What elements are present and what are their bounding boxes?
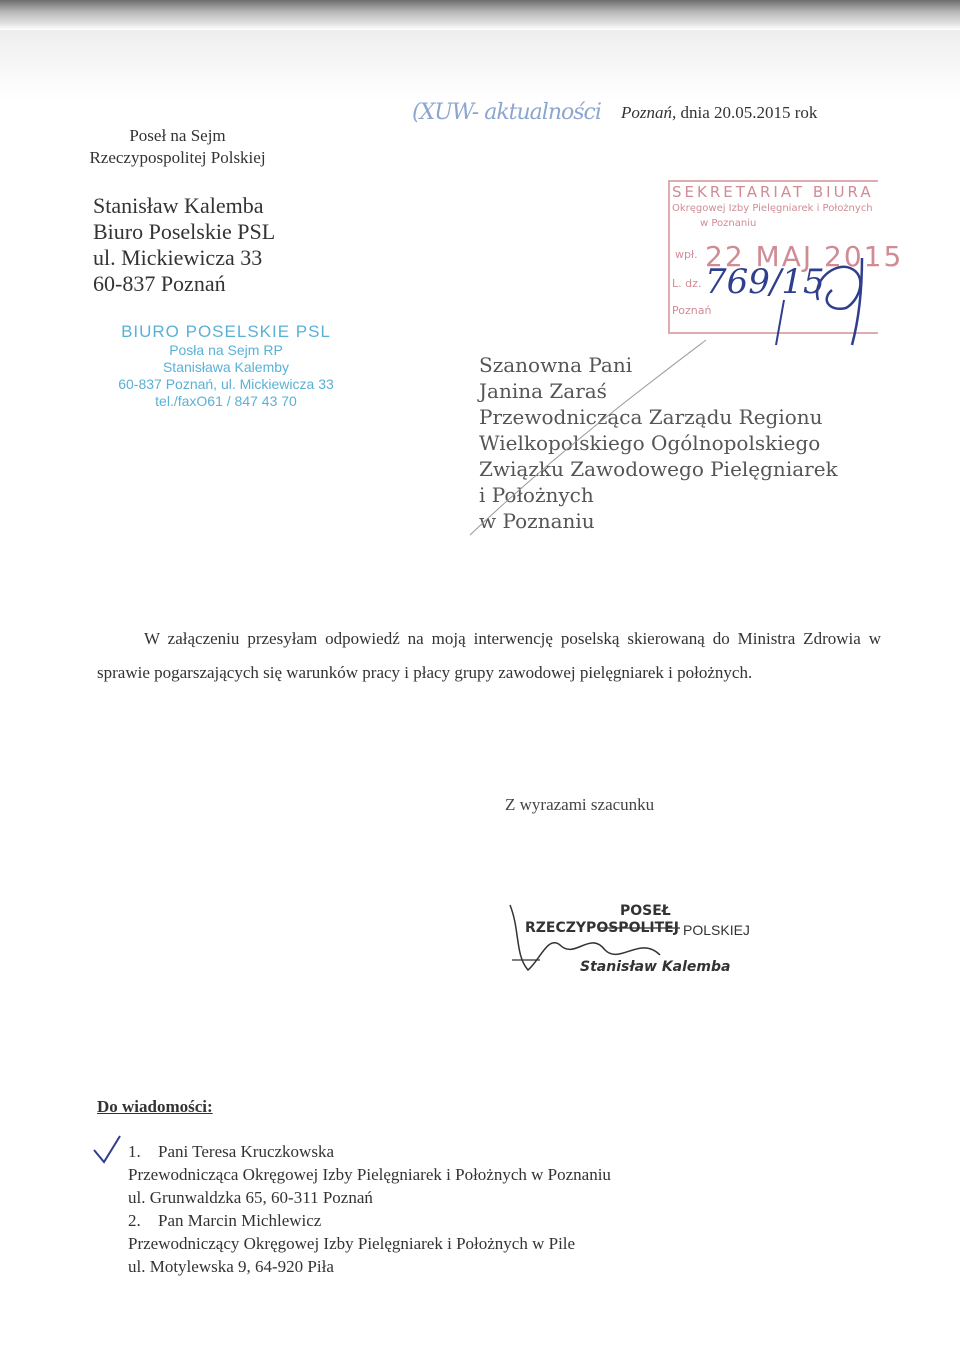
list-number: 1. [128, 1142, 141, 1161]
office-stamp-line: tel./faxO61 / 847 43 70 [155, 393, 297, 409]
signature-stamp-polskiej: POLSKIEJ [683, 922, 750, 938]
receipt-stamp-title: SEKRETARIAT BIURA [672, 183, 874, 201]
sender-city: 60-837 Poznań [93, 271, 226, 296]
receipt-stamp-wpl: wpł. [675, 248, 698, 261]
recipient-line: w Poznaniu [479, 509, 595, 533]
signature-stamp-country: RZECZYPOSPOLITEJ [525, 920, 679, 936]
recipient-line: Janina Zaraś [479, 379, 607, 403]
office-stamp-title: BIURO POSELSKIE PSL [121, 322, 331, 341]
sender-title-line: Poseł na Sejm [129, 126, 226, 145]
sender-title-line: Rzeczypospolitej Polskiej [89, 148, 266, 167]
list-role: Przewodnicząca Okręgowej Izby Pielęgniarek i Położnych w Poznaniu [128, 1165, 611, 1184]
body-text: W załączeniu przesyłam odpowiedź na moją interwencję poselską skierowaną do Ministra Zdrowia w sprawie pogarszających się warunków pracy i płacy grupy zawodowej pielęgniarek i położnych. [97, 629, 881, 682]
recipient-line: Przewodnicząca Zarządu Regionu [479, 405, 823, 429]
sender-office: Biuro Poselskie PSL [93, 219, 276, 244]
sender-street: ul. Mickiewicza 33 [93, 245, 263, 270]
list-address: ul. Grunwaldzka 65, 60-311 Poznań [128, 1188, 373, 1207]
list-name: Pani Teresa Kruczkowska [158, 1142, 334, 1161]
receipt-stamp-line: w Poznaniu [700, 218, 757, 229]
list-number: 2. [128, 1211, 141, 1230]
office-stamp-line: 60-837 Poznań, ul. Mickiewicza 33 [118, 376, 334, 392]
office-stamp-line: Posła na Sejm RP [169, 342, 283, 358]
handwritten-stroke [776, 300, 784, 345]
pencil-line [470, 340, 706, 535]
date-text: dnia 20.05.2015 rok [676, 103, 818, 122]
list-role: Przewodniczący Okręgowej Izby Pielęgniarek i Położnych w Pile [128, 1234, 576, 1253]
handwritten-initial [817, 267, 860, 309]
receipt-number: 769/15 [705, 262, 825, 302]
handwritten-note: (XUW- aktualności [412, 100, 601, 125]
sender-name: Stanisław Kalemba [93, 193, 264, 218]
signature-stamp-name: Stanisław Kalemba [580, 959, 731, 975]
receipt-stamp-line: Okręgowej Izby Pielęgniarek i Położnych [672, 203, 873, 214]
receipt-stamp-date: 22 MAJ 2015 [705, 240, 904, 273]
recipient-line: i Położnych [479, 483, 594, 507]
recipient-line: Związku Zawodowego Pielęgniarek [479, 457, 838, 481]
closing-phrase: Z wyrazami szacunku [505, 795, 655, 814]
receipt-stamp-ldz: L. dz. [672, 277, 702, 290]
office-stamp-line: Stanisława Kalemby [162, 359, 290, 375]
distribution-header: Do wiadomości: [97, 1097, 213, 1116]
list-address: ul. Motylewska 9, 64-920 Piła [128, 1257, 334, 1276]
date-city: Poznań, [621, 103, 677, 122]
receipt-stamp-city: Poznań [672, 304, 712, 317]
checkmark-icon [94, 1136, 120, 1162]
recipient-line: Szanowna Pani [479, 353, 633, 377]
list-name: Pan Marcin Michlewicz [158, 1211, 322, 1230]
recipient-line: Wielkopolskiego Ogólnopolskiego [479, 431, 821, 455]
signature-stamp-title: POSEŁ [620, 903, 671, 919]
